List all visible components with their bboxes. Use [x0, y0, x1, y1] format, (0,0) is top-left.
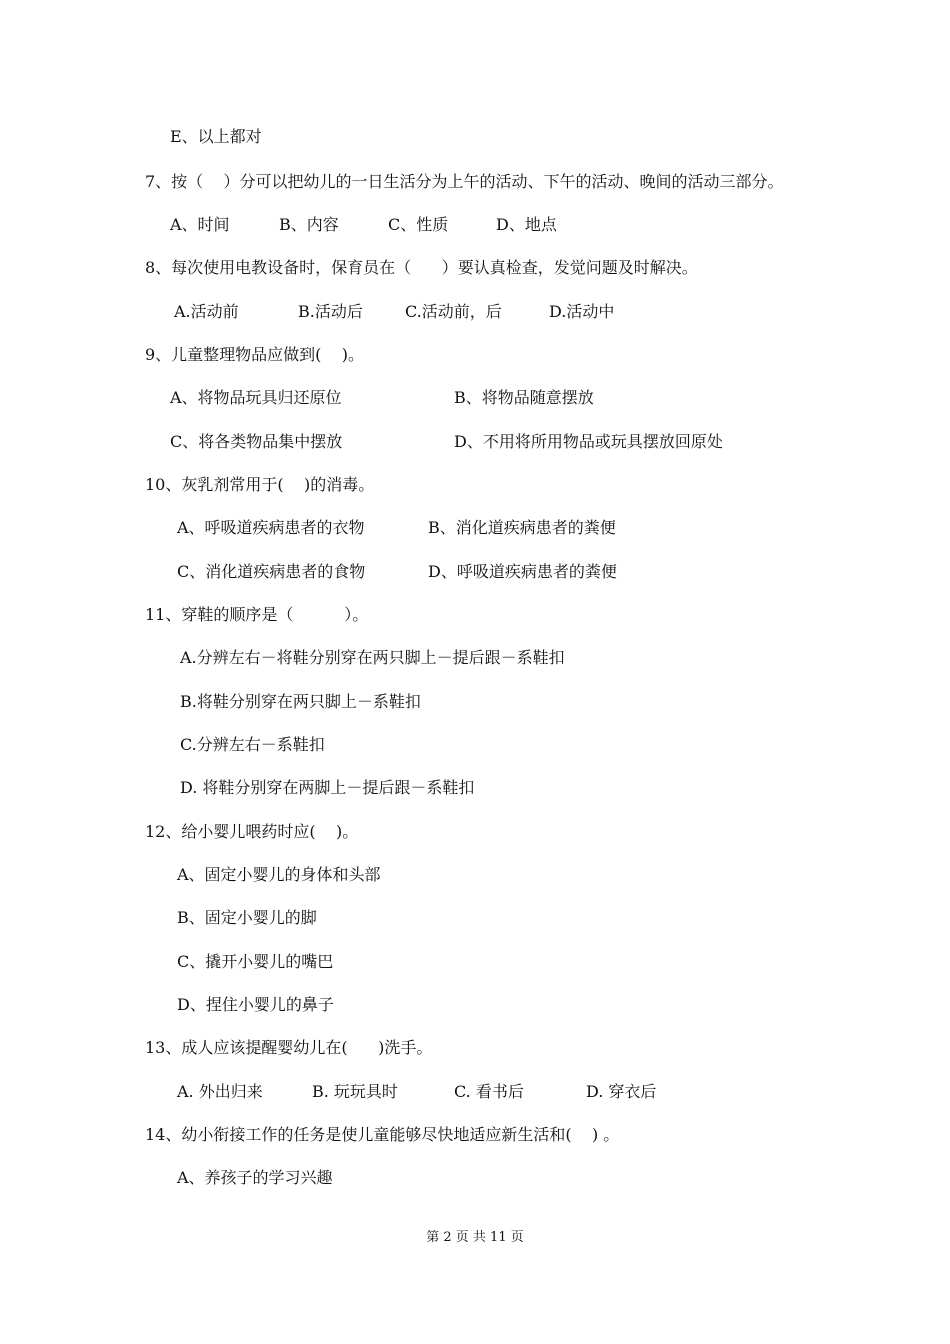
- option-text: C、消化道疾病患者的食物: [177, 562, 366, 581]
- option-text: A、时间: [170, 215, 230, 234]
- option-text: C.活动前，后: [405, 302, 502, 321]
- option-text: C、性质: [388, 215, 449, 234]
- option-text: B.活动后: [298, 302, 363, 321]
- option-text: A、养孩子的学习兴趣: [177, 1168, 333, 1187]
- question-stem: 7、按（ ）分可以把幼儿的一日生活分为上午的活动、下午的活动、晚间的活动三部分。: [145, 172, 784, 191]
- option-text: A. 外出归来: [177, 1082, 263, 1101]
- question-stem: 14、幼小衔接工作的任务是使儿童能够尽快地适应新生活和( ) 。: [145, 1125, 620, 1144]
- option-text: E、以上都对: [170, 127, 262, 146]
- option-text: D、呼吸道疾病患者的粪便: [428, 562, 617, 581]
- option-text: B.将鞋分别穿在两只脚上－系鞋扣: [180, 692, 421, 711]
- option-text: A、将物品玩具归还原位: [170, 388, 342, 407]
- question-stem: 10、灰乳剂常用于( )的消毒。: [145, 475, 375, 494]
- option-text: A.分辨左右－将鞋分别穿在两只脚上－提后跟－系鞋扣: [180, 648, 565, 667]
- option-text: C. 看书后: [454, 1082, 524, 1101]
- option-text: B、将物品随意摆放: [454, 388, 594, 407]
- page-number: 第 2 页 共 11 页: [426, 1230, 524, 1245]
- option-text: D.活动中: [549, 302, 615, 321]
- option-text: D、捏住小婴儿的鼻子: [177, 995, 334, 1014]
- option-text: D. 穿衣后: [586, 1082, 657, 1101]
- question-stem: 13、成人应该提醒婴幼儿在( )洗手。: [145, 1038, 433, 1057]
- option-text: B、内容: [279, 215, 339, 234]
- option-text: A、固定小婴儿的身体和头部: [177, 865, 381, 884]
- option-text: D、地点: [496, 215, 557, 234]
- option-text: C、撬开小婴儿的嘴巴: [177, 952, 334, 971]
- option-text: A、呼吸道疾病患者的衣物: [177, 518, 365, 537]
- option-text: B、固定小婴儿的脚: [177, 908, 317, 927]
- option-text: B、消化道疾病患者的粪便: [428, 518, 616, 537]
- question-stem: 11、穿鞋的顺序是（ ）。: [145, 605, 369, 624]
- question-stem: 8、每次使用电教设备时，保育员在（ ）要认真检查，发觉问题及时解决。: [145, 258, 698, 277]
- option-text: C.分辨左右－系鞋扣: [180, 735, 325, 754]
- option-text: D、不用将所用物品或玩具摆放回原处: [454, 432, 723, 451]
- option-text: D. 将鞋分别穿在两脚上－提后跟－系鞋扣: [180, 778, 475, 797]
- option-text: C、将各类物品集中摆放: [170, 432, 343, 451]
- option-text: A.活动前: [174, 302, 239, 321]
- question-stem: 12、给小婴儿喂药时应( )。: [145, 822, 359, 841]
- question-stem: 9、儿童整理物品应做到( )。: [145, 345, 365, 364]
- option-text: B. 玩玩具时: [312, 1082, 398, 1101]
